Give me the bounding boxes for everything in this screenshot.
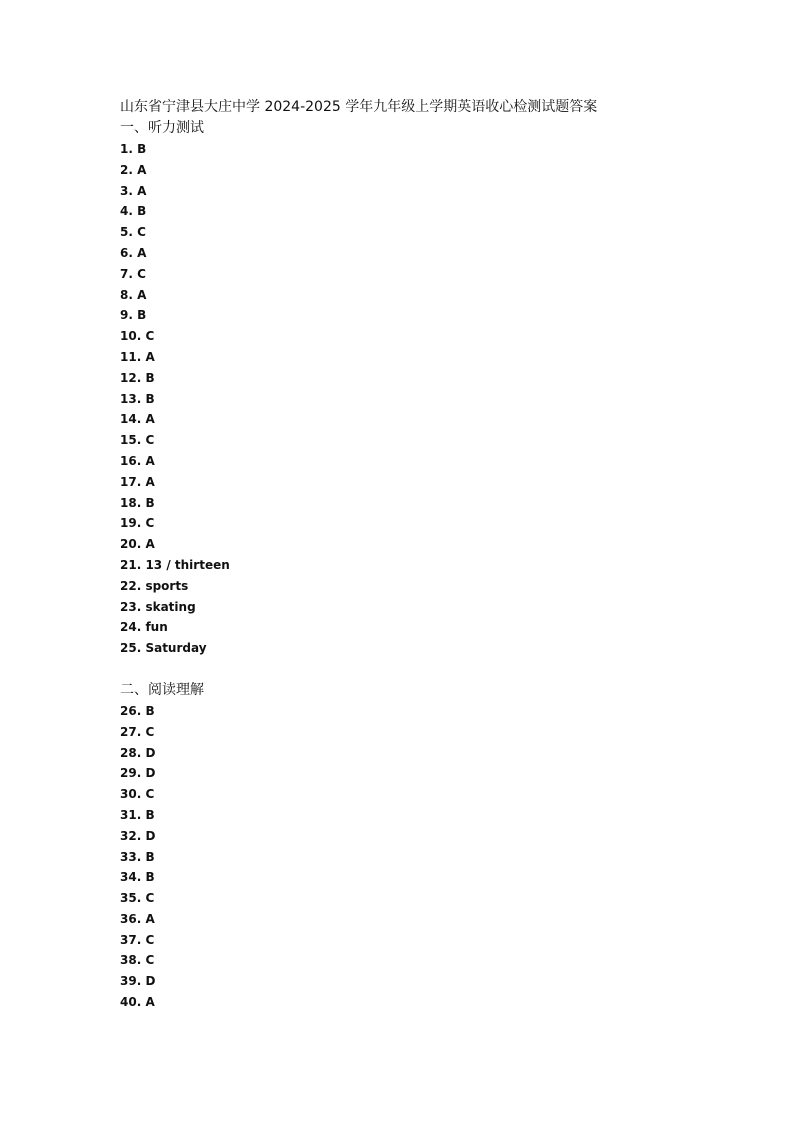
answer-item [120, 389, 760, 410]
question-number: 12. [120, 370, 142, 385]
answer-item [120, 847, 760, 868]
question-number: 18. [120, 495, 142, 510]
answer-item [120, 430, 760, 451]
question-number: 10. [120, 329, 142, 344]
answer-item [120, 368, 760, 389]
answer-value: C [137, 266, 146, 281]
answer-item [120, 201, 760, 222]
answer-value: C [145, 953, 155, 968]
answer-value: skating [145, 599, 196, 614]
answer-value: B [145, 495, 155, 510]
answer-item [120, 160, 760, 181]
answer-value: C [145, 932, 155, 947]
answer-value: A [145, 911, 155, 926]
question-number: 33. [120, 849, 142, 864]
question-number: 16. [120, 453, 142, 468]
question-number: 7. [120, 266, 133, 281]
answer-item [120, 763, 760, 784]
question-number: 11. [120, 349, 142, 364]
question-number: 3. [120, 183, 133, 198]
question-number: 35. [120, 891, 142, 906]
answer-value: A [137, 162, 147, 177]
answer-item [120, 451, 760, 472]
document-title: 山东省宁津县大庄中学 2024-2025 学年九年级上学期英语收心检测试题答案 [120, 99, 598, 115]
question-number: 25. [120, 641, 142, 656]
question-number: 13. [120, 391, 142, 406]
answer-value: B [137, 142, 147, 156]
section-heading-reading: 二、阅读理解 [120, 681, 204, 698]
answer-value: 13 / thirteen [145, 557, 230, 572]
question-number: 36. [120, 911, 142, 926]
section-heading-listening: 一、听力测试 [120, 120, 204, 136]
question-number: 30. [120, 787, 142, 802]
answer-item [120, 139, 760, 160]
answer-item [120, 992, 760, 1013]
answer-value: Saturday [145, 641, 207, 656]
answer-item [120, 576, 760, 597]
answer-value: A [145, 453, 155, 468]
question-number: 9. [120, 308, 133, 323]
question-number: 22. [120, 578, 142, 593]
answer-value: A [145, 474, 155, 489]
answer-list-reading [120, 701, 760, 1013]
question-number: 20. [120, 537, 142, 552]
answer-item [120, 305, 760, 326]
answer-item [120, 950, 760, 971]
answer-item [120, 534, 760, 555]
question-number: 40. [120, 995, 142, 1010]
question-number: 17. [120, 474, 142, 489]
answer-value: C [145, 433, 155, 448]
question-number: 4. [120, 204, 133, 219]
answer-item [120, 513, 760, 534]
answer-value: D [145, 745, 156, 760]
answer-item [120, 285, 760, 306]
answer-value: B [145, 870, 155, 885]
question-number: 39. [120, 974, 142, 989]
question-number: 21. [120, 557, 142, 572]
answer-value: A [137, 183, 147, 198]
question-number: 8. [120, 287, 133, 302]
question-number: 23. [120, 599, 142, 614]
answer-value: D [145, 828, 156, 843]
question-number: 5. [120, 225, 133, 240]
answer-value: A [145, 349, 155, 364]
answer-value: D [145, 974, 156, 989]
answer-value: A [145, 537, 155, 552]
answer-item [120, 472, 760, 493]
answer-item [120, 243, 760, 264]
answer-value: sports [145, 578, 189, 593]
answer-item [120, 826, 760, 847]
answer-item [120, 222, 760, 243]
answer-item [120, 409, 760, 430]
question-number: 19. [120, 516, 142, 531]
answer-value: A [145, 412, 155, 427]
section-spacer [120, 659, 760, 680]
answer-item [120, 617, 760, 638]
answer-value: B [145, 370, 155, 385]
question-number: 1. [120, 142, 133, 156]
answer-list-listening [120, 139, 760, 659]
question-number: 38. [120, 953, 142, 968]
answer-value: C [145, 787, 155, 802]
document-page [120, 96, 760, 1013]
answer-value: fun [145, 620, 168, 635]
answer-item [120, 888, 760, 909]
answer-value: D [145, 766, 156, 781]
question-number: 29. [120, 766, 142, 781]
answer-item [120, 743, 760, 764]
answer-item [120, 930, 760, 951]
answer-item [120, 347, 760, 368]
answer-item [120, 867, 760, 888]
answer-value: A [137, 245, 147, 260]
answer-item [120, 326, 760, 347]
answer-value: A [145, 995, 155, 1010]
answer-item [120, 597, 760, 618]
answer-value: C [145, 724, 155, 739]
answer-item [120, 722, 760, 743]
section-reading [120, 680, 760, 1013]
question-number: 37. [120, 932, 142, 947]
answer-value: B [137, 204, 147, 219]
answer-item [120, 181, 760, 202]
answer-item [120, 555, 760, 576]
question-number: 14. [120, 412, 142, 427]
answer-item [120, 784, 760, 805]
answer-value: B [145, 807, 155, 822]
question-number: 32. [120, 828, 142, 843]
answer-value: C [145, 516, 155, 531]
question-number: 6. [120, 245, 133, 260]
answer-item [120, 805, 760, 826]
answer-value: B [137, 308, 147, 323]
question-number: 26. [120, 703, 142, 718]
answer-item [120, 701, 760, 722]
answer-item [120, 909, 760, 930]
question-number: 24. [120, 620, 142, 635]
answer-item [120, 264, 760, 285]
question-number: 2. [120, 162, 133, 177]
section-listening [120, 118, 760, 659]
question-number: 31. [120, 807, 142, 822]
answer-item [120, 493, 760, 514]
answer-item [120, 638, 760, 659]
answer-value: A [137, 287, 147, 302]
question-number: 34. [120, 870, 142, 885]
answer-value: B [145, 849, 155, 864]
question-number: 27. [120, 724, 142, 739]
answer-value: B [145, 391, 155, 406]
answer-value: B [145, 703, 155, 718]
answer-value: C [145, 329, 155, 344]
question-number: 28. [120, 745, 142, 760]
answer-value: C [137, 225, 146, 240]
answer-value: C [145, 891, 155, 906]
answer-item [120, 971, 760, 992]
question-number: 15. [120, 433, 142, 448]
